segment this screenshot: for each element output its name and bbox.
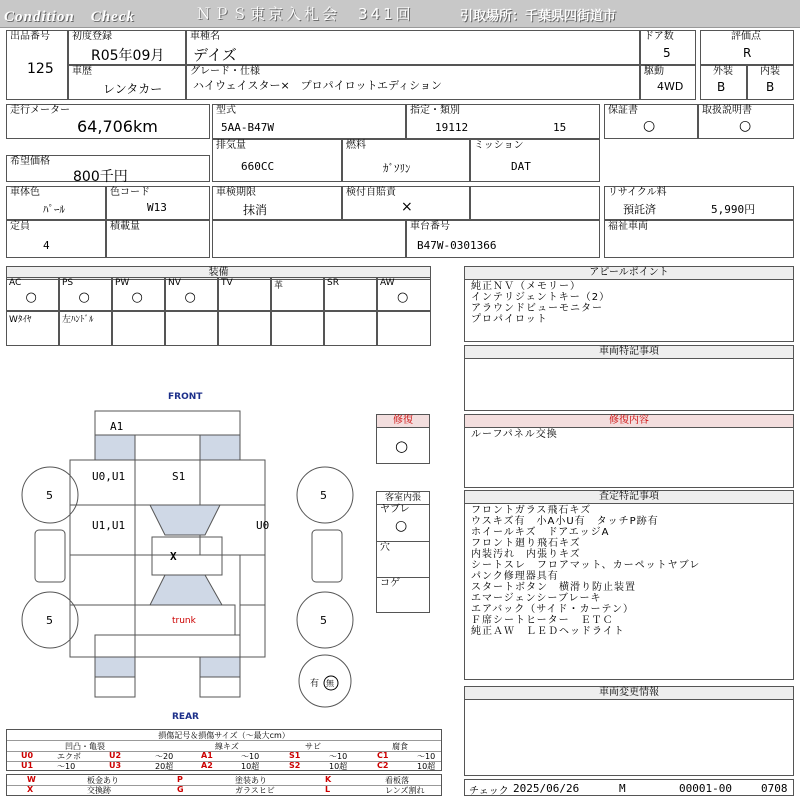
appeal-list: 純正ＮＶ（メモリー） インテリジェントキー（2） アラウンドビューモニター プロパイロット <box>471 281 611 325</box>
car-diagram <box>0 385 376 725</box>
seatbelt-extra-cell <box>470 186 600 220</box>
equip-empty-8 <box>377 311 431 346</box>
inspector-section: 査定特記事項 フロントガラス飛石キズ ウスキズ有 小A小U有 タッチP跡有 ホイールキズ ドアエッジA フロント廻り飛石キズ 内装汚れ 内張りキズ シートスレ フロアマット、カーペットヤブレ パンク修理器具有 スタートボタン 横滑り防止装置 エマージェンシーブレーキ エアバック（サイド・カーテン） Ｆ席シートヒーター ＥＴＣ 純正ＡＷ ＬＥＤヘッドライト <box>464 490 794 680</box>
trunk-label: trunk <box>172 616 196 626</box>
chassis-cell: 車台番号 B47W-0301366 <box>406 220 600 258</box>
equip-empty-4 <box>165 311 218 346</box>
equip-nv: NV ○ <box>165 277 218 311</box>
mission: DAT <box>511 160 531 173</box>
capacity-cell: 定員 4 <box>6 220 106 258</box>
footer-num: 0708 <box>761 782 788 795</box>
mark-a1: A1 <box>110 420 124 433</box>
blank-cell <box>212 220 406 258</box>
appeal-section: アピールポイント 純正ＮＶ（メモリー） インテリジェントキー（2） アラウンドビューモニター プロパイロット <box>464 266 794 342</box>
model: 5AA-B47W <box>221 121 274 134</box>
inspection-cell: 車検期限 抹消 <box>212 186 342 220</box>
designation-cell: 指定・類別 19112 15 <box>406 104 600 139</box>
equipment-title: 装備 <box>7 267 430 280</box>
check-mark: M <box>619 782 626 795</box>
cabin-box: 客室内張 ヤブレ ○ 穴 コゲ <box>376 491 430 613</box>
interior: B <box>766 80 775 94</box>
spare-icon: 無 <box>326 679 334 688</box>
mileage: 64,706km <box>77 117 158 136</box>
capacity: 4 <box>43 239 50 252</box>
fuel: ｶﾞｿﾘﾝ <box>383 162 411 175</box>
form-title: Condition Check <box>4 9 135 25</box>
car-name: デイズ <box>193 46 237 64</box>
footer-check: チェック 2025/06/26 M 00001-00 0708 <box>464 779 794 796</box>
mark-s1: S1 <box>172 470 186 483</box>
grade-score: R <box>743 46 752 60</box>
exterior: B <box>717 80 726 94</box>
mark-u0: U0 <box>256 519 270 532</box>
tire-rr: 5 <box>320 614 327 627</box>
equip-tv: TV <box>218 277 271 311</box>
mission-cell: ミッション DAT <box>470 139 600 182</box>
grade-score-cell: 評価点 R <box>700 30 794 65</box>
color: ﾊﾟｰﾙ <box>43 203 65 216</box>
rear-label: REAR <box>172 712 199 722</box>
equip-leather: 革 <box>271 277 324 311</box>
equip-ac: AC ○ <box>6 277 59 311</box>
equip-empty-6 <box>271 311 324 346</box>
front-label: FRONT <box>168 392 203 402</box>
tire-rl: 5 <box>46 614 53 627</box>
lot-number-cell: 出品番号 125 <box>6 30 68 100</box>
repair-mark: ○ <box>395 437 409 455</box>
tire-fr: 5 <box>320 489 327 502</box>
inspector-list: フロントガラス飛石キズ ウスキズ有 小A小U有 タッチP跡有 ホイールキズ ドアエッジA フロント廻り飛石キズ 内装汚れ 内張りキズ シートスレ フロアマット、カーペットヤブレ パンク修理器具有 スタートボタン 横滑り防止装置 エマージェンシーブレーキ エアバック（サイド・カーテン） Ｆ席シートヒーター ＥＴＣ 純正ＡＷ ＬＥＤヘッドライト <box>471 505 701 637</box>
damage-legend: 損傷記号＆損傷サイズ（～最大cm） 凹凸・亀裂 線キズ サビ 腐食 U0 エクボ U2 ～20 A1 ～10 S1 ～10 C1 ～10 U1 ～10 U3 20超 A2 10超 S2 10超 C2 10超 <box>6 729 442 771</box>
displacement: 660CC <box>241 160 275 173</box>
history: レンタカー <box>103 82 163 96</box>
model-cell: 型式 5AA-B47W <box>212 104 406 139</box>
repair-box: 修復 ○ <box>376 414 430 464</box>
exterior-cell: 外装 B <box>700 65 747 100</box>
color-code: W13 <box>147 201 167 214</box>
seatbelt-cell: 検付自賠責 × <box>342 186 470 220</box>
manual: ○ <box>739 118 752 134</box>
fuel-cell: 燃料 ｶﾞｿﾘﾝ <box>342 139 470 182</box>
mark-x: X <box>170 550 177 563</box>
load-cell: 積載量 <box>106 220 210 258</box>
equip-sr: SR <box>324 277 377 311</box>
drive: 4WD <box>657 80 684 93</box>
grade: ハイウェイスター× プロパイロットエディション <box>193 79 442 92</box>
first-reg-cell: 初度登録 R05年09月 <box>68 30 186 65</box>
inspection: 抹消 <box>243 203 268 217</box>
displacement-cell: 排気量 660CC <box>212 139 342 182</box>
auction-title: ＮＰＳ東京入札会 341回 <box>196 5 414 23</box>
history-cell: 車歴 レンタカー <box>68 65 186 100</box>
mark-u1u1: U1,U1 <box>92 519 126 532</box>
chassis: B47W-0301366 <box>417 239 497 252</box>
mark-legend: W 板金あり P 塗装あり K 看板落 X 交換跡 G ガラスヒビ L レンズ割れ <box>6 774 442 796</box>
mileage-cell: 走行メーター 64,706km <box>6 104 210 139</box>
designation-no: 19112 <box>435 121 469 134</box>
doors-cell: ドア数 5 <box>640 30 696 65</box>
lot-number: 125 <box>27 61 54 77</box>
spare-label: 有 <box>310 679 320 689</box>
color-cell: 車体色 ﾊﾟｰﾙ <box>6 186 106 220</box>
hope-price: 800千円 <box>73 169 128 185</box>
footer-code: 00001-00 <box>679 782 732 795</box>
repair-content-section: 修復内容 ルーフパネル交換 <box>464 414 794 488</box>
pickup-location: 引取場所：千葉県四街道市 <box>460 9 617 24</box>
recycle-amount: 5,990円 <box>711 203 756 216</box>
warranty-cell: 保証書 ○ <box>604 104 698 139</box>
color-code-cell: 色コード W13 <box>106 186 210 220</box>
change-section: 車両変更情報 <box>464 686 794 776</box>
welfare-cell: 福祉車両 <box>604 220 794 258</box>
hope-price-cell: 希望価格 800千円 <box>6 155 210 182</box>
tire-fl: 5 <box>46 489 53 502</box>
equip-empty-3 <box>112 311 165 346</box>
equip-aw: AW ○ <box>377 277 431 311</box>
car-name-cell: 車種名 デイズ <box>186 30 640 65</box>
equip-pw: PW ○ <box>112 277 165 311</box>
header-bar <box>0 0 800 28</box>
mark-u0u1-front: U0,U1 <box>92 470 126 483</box>
check-date: 2025/06/26 <box>513 782 580 795</box>
equip-empty-5 <box>218 311 271 346</box>
warranty: ○ <box>643 118 656 134</box>
first-reg: R05年09月 <box>91 48 165 64</box>
grade-cell: グレード・仕様 ハイウェイスター× プロパイロットエディション <box>186 65 640 100</box>
equip-lhd: 左ﾊﾝﾄﾞﾙ <box>59 311 112 346</box>
recycle-status: 預託済 <box>623 203 656 216</box>
repair-list: ルーフパネル交換 <box>471 429 558 440</box>
doors: 5 <box>663 46 671 60</box>
special-section: 車両特記事項 <box>464 345 794 411</box>
equip-ps: PS ○ <box>59 277 112 311</box>
interior-cell: 内装 B <box>747 65 794 100</box>
equip-wtire: Wﾀｲﾔ <box>6 311 59 346</box>
recycle-cell: リサイクル料 預託済 5,990円 <box>604 186 794 220</box>
equip-empty-7 <box>324 311 377 346</box>
category-no: 15 <box>553 121 567 134</box>
drive-cell: 駆動 4WD <box>640 65 696 100</box>
manual-cell: 取扱説明書 ○ <box>698 104 794 139</box>
seatbelt: × <box>401 199 413 215</box>
